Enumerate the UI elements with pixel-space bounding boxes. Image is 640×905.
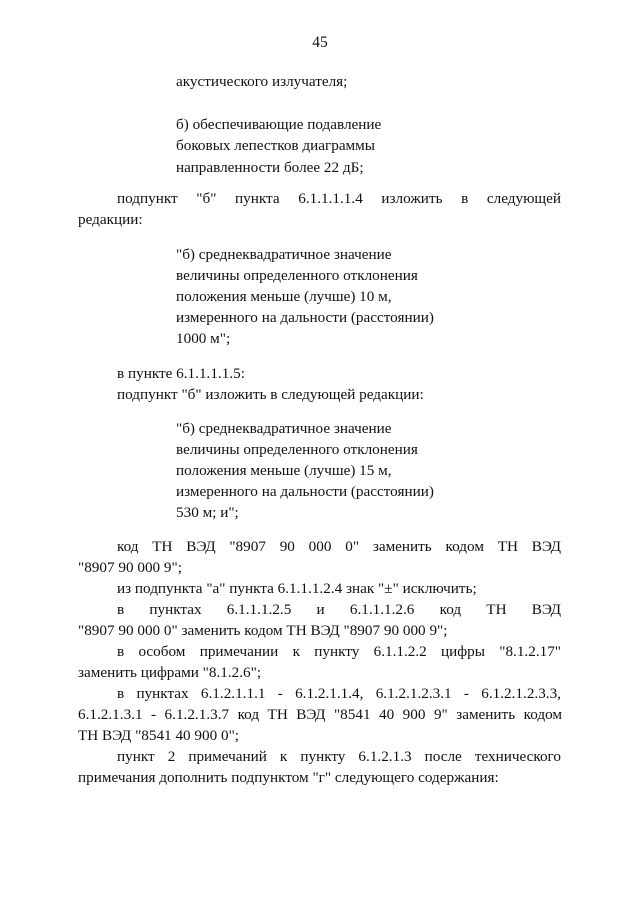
quote-line: 530 м; и"; xyxy=(176,504,239,521)
paragraph-line: 6.1.2.1.3.1 - 6.1.2.1.3.7 код ТН ВЭД "8541 40 900 9" заменить кодом xyxy=(78,706,562,723)
paragraph-line: в пункте 6.1.1.1.1.5: xyxy=(117,365,245,382)
paragraph-line: код ТН ВЭД "8907 90 000 0" заменить кодом ТН ВЭД xyxy=(117,538,561,555)
paragraph-line: пункт 2 примечаний к пункту 6.1.2.1.3 после технического xyxy=(117,748,561,765)
text-line: направленности более 22 дБ; xyxy=(176,159,364,176)
paragraph-line: в пунктах 6.1.2.1.1.1 - 6.1.2.1.1.4, 6.1.2.1.2.3.1 - 6.1.2.1.2.3.3, xyxy=(117,685,561,702)
page-number: 45 xyxy=(312,34,328,51)
paragraph-line: заменить цифрами "8.1.2.6"; xyxy=(78,664,262,681)
quote-line: измеренного на дальности (расстоянии) xyxy=(176,483,434,500)
quote-line: величины определенного отклонения xyxy=(176,441,418,458)
paragraph-line: "8907 90 000 0" заменить кодом ТН ВЭД "8907 90 000 9"; xyxy=(78,622,448,639)
paragraph-line: подпункт "б" изложить в следующей редакции: xyxy=(117,386,424,403)
paragraph-line: подпункт "б" пункта 6.1.1.1.1.4 изложить в следующей xyxy=(117,190,561,207)
quote-line: измеренного на дальности (расстоянии) xyxy=(176,309,434,326)
paragraph-line: в особом примечании к пункту 6.1.1.2.2 цифры "8.1.2.17" xyxy=(117,643,561,660)
paragraph-line: редакции: xyxy=(78,211,143,228)
paragraph-line: "8907 90 000 9"; xyxy=(78,559,182,576)
paragraph-line: в пунктах 6.1.1.1.2.5 и 6.1.1.1.2.6 код ТН ВЭД xyxy=(117,601,561,618)
quote-line: 1000 м"; xyxy=(176,330,231,347)
paragraph-line: примечания дополнить подпунктом "г" следующего содержания: xyxy=(78,769,499,786)
quote-line: "б) среднеквадратичное значение xyxy=(176,246,392,263)
quote-line: "б) среднеквадратичное значение xyxy=(176,420,392,437)
quote-line: положения меньше (лучше) 15 м, xyxy=(176,462,392,479)
quote-line: положения меньше (лучше) 10 м, xyxy=(176,288,392,305)
paragraph-line: из подпункта "а" пункта 6.1.1.1.2.4 знак "±" исключить; xyxy=(117,580,477,597)
quote-line: величины определенного отклонения xyxy=(176,267,418,284)
paragraph-line: ТН ВЭД "8541 40 900 0"; xyxy=(78,727,240,744)
text-line: боковых лепестков диаграммы xyxy=(176,137,375,154)
text-line: б) обеспечивающие подавление xyxy=(176,116,382,133)
text-line: акустического излучателя; xyxy=(176,73,348,90)
